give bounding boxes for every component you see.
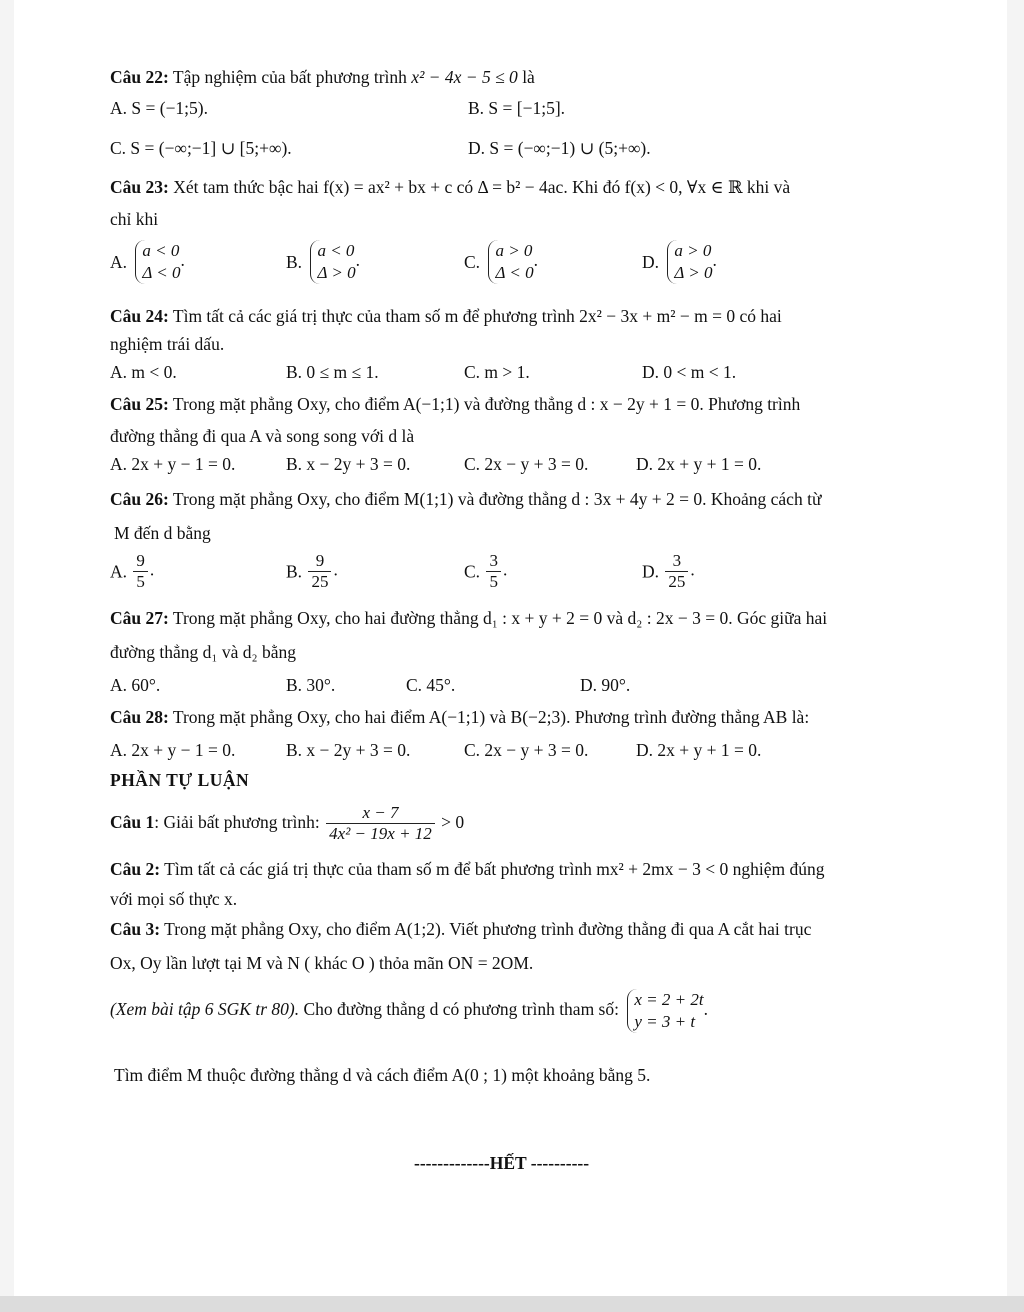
q23-option-a: A. a < 0 Δ < 0 . <box>110 241 185 282</box>
essay-1: Câu 1: Giải bất phương trình: $\frac{x - 7}{\text{4x² − 19x + 12}}$ > 0 <box>110 803 465 844</box>
q25-option-d: D. 2x + y + 1 = 0. <box>636 454 762 474</box>
q28-option-a: A. 2x + y − 1 = 0. <box>110 740 236 760</box>
q26-option-d: D. $\frac{3}{25}$ . <box>642 551 695 591</box>
extra-exercise-line2: Tìm điểm M thuộc đường thẳng d và cách điểm A(0 ; 1) một khoảng bằng 5. <box>114 1065 651 1085</box>
q27-option-a: A. 60°. <box>110 675 161 695</box>
q26-option-c: C. $\frac{3}{5}$ . <box>464 551 508 591</box>
document-page <box>14 0 1007 1296</box>
q27-stem-line1: Câu 27: Trong mặt phẳng Oxy, cho hai đường thẳng d₁ : x + y + 2 = 0 và d₂ : 2x − 3 = 0. Góc giữa hai <box>110 608 828 628</box>
q24-option-a: A. m < 0. <box>110 362 177 382</box>
q25-option-c: C. 2x − y + 3 = 0. <box>464 454 589 474</box>
q27-option-d: D. 90°. <box>580 675 631 695</box>
q24-stem-line1: Câu 24: Tìm tất cả các giá trị thực của tham số m để phương trình 2x² − 3x + m² − m = 0 có hai <box>110 306 782 326</box>
q26-option-a: A. $\frac{9}{5}$ . <box>110 551 155 591</box>
essay-3-line1: Câu 3: Trong mặt phẳng Oxy, cho điểm A(1;2). Viết phương trình đường thẳng đi qua A cắt hai trục <box>110 919 812 939</box>
left-margin <box>0 0 14 1312</box>
q24-option-d: D. 0 < m < 1. <box>642 362 737 382</box>
q26-stem-line1: Câu 26: Trong mặt phẳng Oxy, cho điểm M(1;1) và đường thẳng d : 3x + 4y + 2 = 0. Khoảng cách từ <box>110 489 822 509</box>
q26-stem-line2: M đến d bằng <box>114 523 211 543</box>
q22-option-a: A. S = (−1;5). <box>110 98 209 118</box>
q26-option-b: B. $\frac{9}{25}$ . <box>286 551 338 591</box>
essay-2-line1: Câu 2: Tìm tất cả các giá trị thực của tham số m để bất phương trình mx² + 2mx − 3 < 0 nghiệm đúng <box>110 859 825 879</box>
q25-option-a: A. 2x + y − 1 = 0. <box>110 454 236 474</box>
q22-option-d: D. S = (−∞;−1) ∪ (5;+∞). <box>468 138 651 158</box>
q23-stem-line1: Câu 23: Xét tam thức bậc hai f(x) = ax² + bx + c có Δ = b² − 4ac. Khi đó f(x) < 0, ∀x ∈ ℝ khi và <box>110 177 791 197</box>
q28-option-b: B. x − 2y + 3 = 0. <box>286 740 411 760</box>
q24-stem-line2: nghiệm trái dấu. <box>110 334 225 354</box>
q25-option-b: B. x − 2y + 3 = 0. <box>286 454 411 474</box>
q27-option-b: B. 30°. <box>286 675 336 695</box>
essay-3-line2: Ox, Oy lần lượt tại M và N ( khác O ) thỏa mãn ON = 2OM. <box>110 953 534 973</box>
q24-option-b: B. 0 ≤ m ≤ 1. <box>286 362 379 382</box>
q28-option-c: C. 2x − y + 3 = 0. <box>464 740 589 760</box>
q22-option-c: C. S = (−∞;−1] ∪ [5;+∞). <box>110 138 292 158</box>
q25-stem-line2: đường thẳng đi qua A và song song với d là <box>110 426 415 446</box>
bottom-scroll-area <box>0 1296 1024 1312</box>
q27-option-c: C. 45°. <box>406 675 456 695</box>
extra-exercise: (Xem bài tập 6 SGK tr 80). Cho đường thẳng d có phương trình tham số: x = 2 + 2t y = 3 + t . <box>110 989 708 1031</box>
right-margin <box>1007 0 1024 1312</box>
q27-stem-line2: đường thẳng d₁ và d₂ bằng <box>110 642 296 662</box>
q22-option-b: B. S = [−1;5]. <box>468 98 566 118</box>
q28-stem: Câu 28: Trong mặt phẳng Oxy, cho hai điểm A(−1;1) và B(−2;3). Phương trình đường thẳng AB là: <box>110 707 810 727</box>
q25-stem-line1: Câu 25: Trong mặt phẳng Oxy, cho điểm A(−1;1) và đường thẳng d : x − 2y + 1 = 0. Phương trình <box>110 394 801 414</box>
section-heading: PHẦN TỰ LUẬN <box>110 770 250 790</box>
q24-option-c: C. m > 1. <box>464 362 530 382</box>
q28-option-d: D. 2x + y + 1 = 0. <box>636 740 762 760</box>
q23-option-b: B. a < 0 Δ > 0 . <box>286 241 360 282</box>
essay-2-line2: với mọi số thực x. <box>110 889 238 909</box>
q23-stem-line2: chỉ khi <box>110 209 159 229</box>
end-marker: -------------HẾT ---------- <box>414 1153 590 1173</box>
q22-stem: Câu 22: Tập nghiệm của bất phương trình x² − 4x − 5 ≤ 0 là <box>110 67 535 87</box>
q23-option-c: C. a > 0 Δ < 0 . <box>464 241 538 282</box>
q23-option-d: D. a > 0 Δ > 0 . <box>642 241 717 282</box>
